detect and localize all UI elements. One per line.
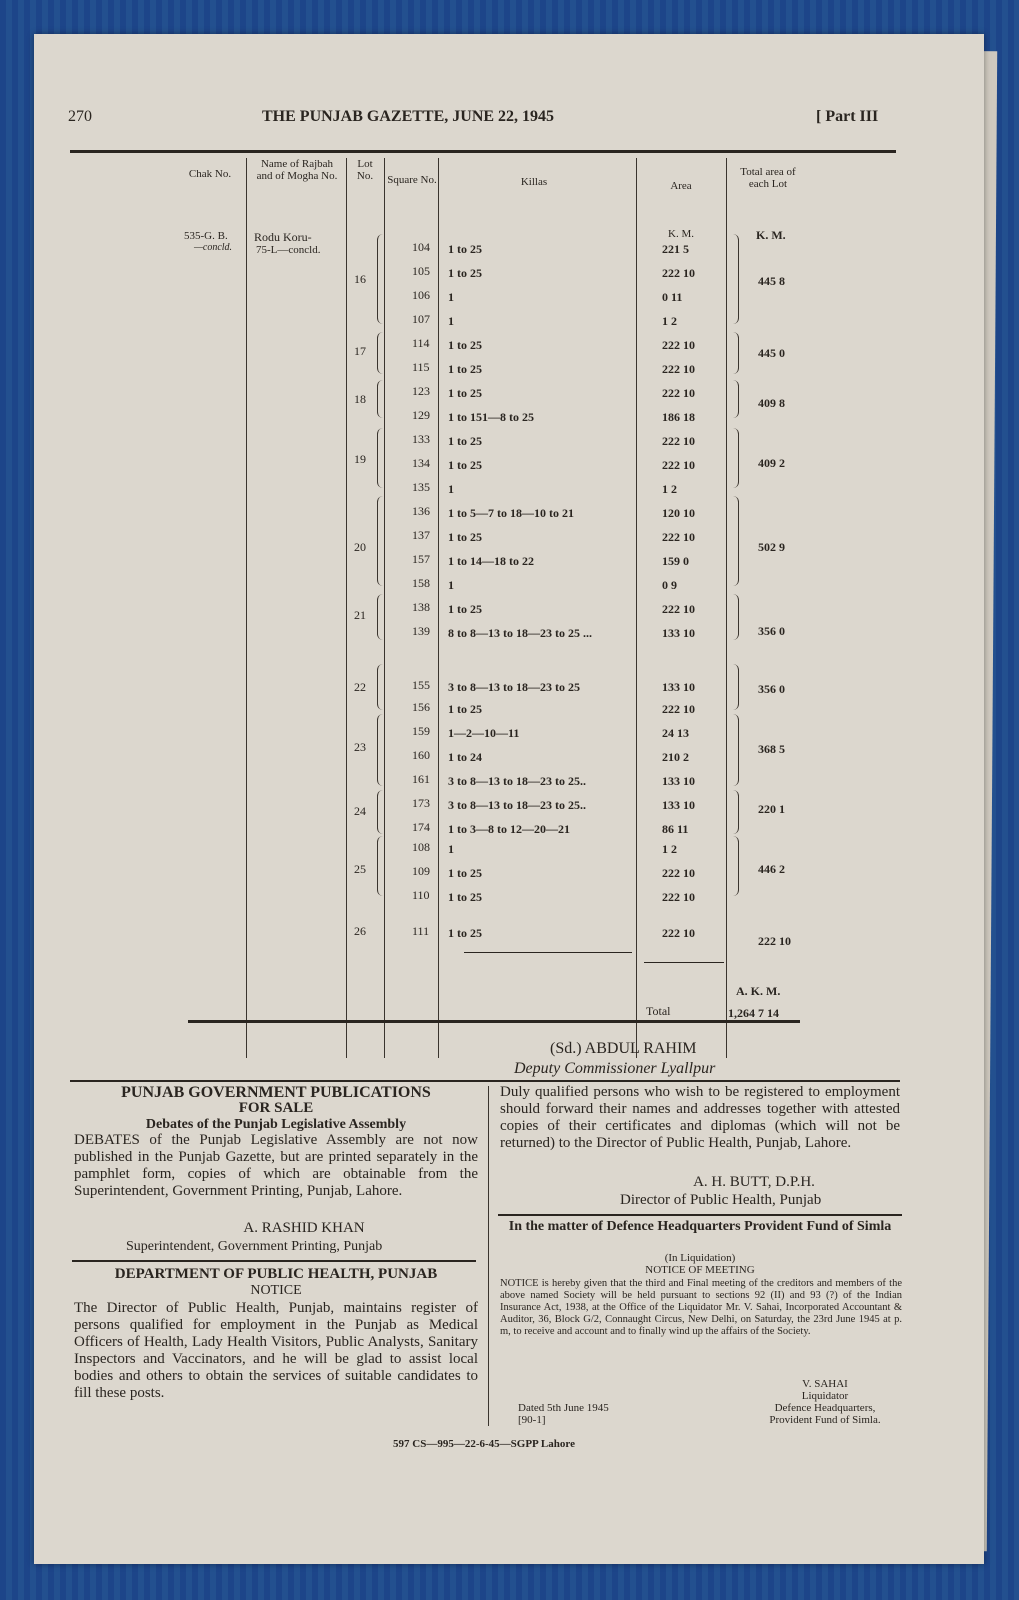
area-cell: 222 10 xyxy=(662,890,695,904)
lot-brace xyxy=(377,234,384,324)
square-cell: 158 xyxy=(412,576,430,590)
area-cell: 133 10 xyxy=(662,774,695,788)
lot-total: 368 5 xyxy=(758,742,785,756)
lot-number: 26 xyxy=(354,924,366,938)
column-divider xyxy=(488,1086,489,1426)
fund-notice: NOTICE OF MEETING xyxy=(645,1264,755,1276)
gazette-page xyxy=(34,34,984,1564)
square-cell: 139 xyxy=(412,624,430,638)
publications-subtitle: FOR SALE xyxy=(238,1100,314,1116)
lot-brace xyxy=(377,714,384,786)
area-cell: 86 11 xyxy=(662,822,689,836)
rajbah-value-2: 75-L—concld. xyxy=(256,244,321,256)
col-square: Square No. xyxy=(387,174,437,186)
lot-number: 23 xyxy=(354,740,366,754)
rajbah-value: Rodu Koru- xyxy=(254,230,312,244)
killas-cell: 1 to 24 xyxy=(448,750,482,764)
grand-total: 1,264 7 14 xyxy=(728,1006,779,1020)
right-rule xyxy=(498,1214,902,1216)
area-cell: 133 10 xyxy=(662,626,695,640)
lot-number: 18 xyxy=(354,392,366,406)
killas-cell: 3 to 8—13 to 18—23 to 25 xyxy=(448,680,580,694)
square-cell: 134 xyxy=(412,456,430,470)
col-total-area: Total area of each Lot xyxy=(740,166,796,190)
total-brace xyxy=(732,332,739,374)
area-cell: 222 10 xyxy=(662,458,695,472)
total-brace xyxy=(732,664,739,710)
area-cell: 0 11 xyxy=(662,290,683,304)
square-cell: 174 xyxy=(412,820,430,834)
fund-dated: Dated 5th June 1945 xyxy=(518,1402,609,1414)
square-cell: 106 xyxy=(412,288,430,302)
killas-cell: 1 to 25 xyxy=(448,866,482,880)
lot-brace xyxy=(377,664,384,710)
debates-heading: Debates of the Punjab Legislative Assembly xyxy=(145,1117,407,1132)
area-cell: 222 10 xyxy=(662,866,695,880)
killas-cell: 1 to 25 xyxy=(448,338,482,352)
square-cell: 138 xyxy=(412,600,430,614)
area-cell: 120 10 xyxy=(662,506,695,520)
total-brace xyxy=(732,428,739,488)
lot-total: 502 9 xyxy=(758,540,785,554)
col-lot: Lot No. xyxy=(356,158,374,182)
killas-cell: 3 to 8—13 to 18—23 to 25.. xyxy=(448,774,586,788)
lot-number: 17 xyxy=(354,344,366,358)
total-brace xyxy=(732,496,739,586)
lot-total: 446 2 xyxy=(758,862,785,876)
killas-cell: 1 to 25 xyxy=(448,362,482,376)
lot-brace xyxy=(377,836,384,896)
total-units: K. M. xyxy=(756,228,786,242)
signature-name: (Sd.) ABDUL RAHIM xyxy=(550,1040,697,1057)
killas-cell: 1 to 25 xyxy=(448,434,482,448)
square-cell: 109 xyxy=(412,864,430,878)
killas-cell: 1 xyxy=(448,314,454,328)
killas-cell: 1 to 25 xyxy=(448,702,482,716)
area-cell: 1 2 xyxy=(662,482,677,496)
area-cell: 221 5 xyxy=(662,242,689,256)
lot-brace xyxy=(377,380,384,418)
killas-cell: 1 to 25 xyxy=(448,926,482,940)
killas-cell: 1 to 25 xyxy=(448,458,482,472)
square-cell: 123 xyxy=(412,384,430,398)
killas-cell: 1 to 151—8 to 25 xyxy=(448,410,534,424)
publications-title: PUNJAB GOVERNMENT PUBLICATIONS xyxy=(121,1084,431,1101)
area-cell: 0 9 xyxy=(662,578,677,592)
signature-designation: Deputy Commissioner Lyallpur xyxy=(514,1060,716,1077)
area-cell: 1 2 xyxy=(662,842,677,856)
fund-body: NOTICE is hereby given that the third and Final meeting of the creditors and members of the above named Society will be held pursuant to sections 92 (II) and 93 (?) of the Indian Insurance Act, 1938, at the Office of the Liquidator Mr. V. Sahai, Incorporated Accountant & Auditor, 36, Block G/2, Connaught Circus, New Delhi, on Saturday, the 23rd June 1945 at p. m, to receive and account and to finally wind up the affairs of the Society. xyxy=(500,1278,902,1337)
grand-units: A. K. M. xyxy=(736,984,781,998)
lot-total: 445 8 xyxy=(758,274,785,288)
killas-cell: 1 to 25 xyxy=(448,530,482,544)
killas-cell: 1 xyxy=(448,578,454,592)
killas-cell: 1 to 3—8 to 12—20—21 xyxy=(448,822,570,836)
dph-name: A. H. BUTT, D.P.H. xyxy=(693,1174,815,1190)
killas-cell: 1 xyxy=(448,842,454,856)
total-brace xyxy=(732,594,739,640)
area-cell: 133 10 xyxy=(662,680,695,694)
col-divider xyxy=(384,158,385,1058)
total-label: Total xyxy=(646,1004,671,1018)
dph-designation: Director of Public Health, Punjab xyxy=(620,1192,822,1208)
area-cell: 222 10 xyxy=(662,926,695,940)
area-units: K. M. xyxy=(668,228,694,240)
lot-total: 409 2 xyxy=(758,456,785,470)
killas-cell: 8 to 8—13 to 18—23 to 25 ... xyxy=(448,626,592,640)
total-brace xyxy=(732,234,739,324)
area-cell: 222 10 xyxy=(662,338,695,352)
lot-total: 409 8 xyxy=(758,396,785,410)
superintendent-designation: Superintendent, Government Printing, Punjab xyxy=(126,1239,383,1254)
col-area: Area xyxy=(670,180,692,192)
lot-brace xyxy=(377,790,384,834)
square-cell: 156 xyxy=(412,700,430,714)
killas-cell: 1 to 5—7 to 18—10 to 21 xyxy=(448,506,574,520)
lot-total: 220 1 xyxy=(758,802,785,816)
square-cell: 137 xyxy=(412,528,430,542)
debates-body: DEBATES of the Punjab Legislative Assembly are not now published in the Punjab Gazette, but are printed separately in the pamphlet form, copies of which are obtainable from the Superintendent, Government Printing, Punjab, Lahore. xyxy=(74,1132,478,1199)
fund-ref: [90-1] xyxy=(518,1414,546,1426)
total-brace xyxy=(732,836,739,896)
killas-cell: 1 to 25 xyxy=(448,602,482,616)
total-brace xyxy=(732,380,739,418)
dept-notice: NOTICE xyxy=(250,1283,302,1298)
square-cell: 161 xyxy=(412,772,430,786)
col-chak: Chak No. xyxy=(188,168,232,180)
fund-sign-role: Liquidator xyxy=(801,1390,849,1402)
superintendent-name: A. RASHID KHAN xyxy=(243,1220,365,1236)
area-cell: 222 10 xyxy=(662,386,695,400)
lot-number: 16 xyxy=(354,272,366,286)
square-cell: 104 xyxy=(412,240,430,254)
fund-sign-org2: Provident Fund of Simla. xyxy=(769,1414,881,1426)
killas-cell: 1 xyxy=(448,482,454,496)
area-cell: 186 18 xyxy=(662,410,695,424)
square-cell: 135 xyxy=(412,480,430,494)
header-rule xyxy=(70,150,896,153)
col-killas: Killas xyxy=(520,176,548,188)
area-cell: 1 2 xyxy=(662,314,677,328)
lot-number: 22 xyxy=(354,680,366,694)
killas-cell: 1 to 25 xyxy=(448,386,482,400)
col-divider xyxy=(726,158,727,1058)
killas-cell: 1 to 25 xyxy=(448,242,482,256)
killas-cell: 1 to 25 xyxy=(448,266,482,280)
killas-cell: 1 to 25 xyxy=(448,890,482,904)
square-cell: 129 xyxy=(412,408,430,422)
square-cell: 111 xyxy=(412,924,430,938)
square-cell: 115 xyxy=(412,360,430,374)
section-rule xyxy=(70,1080,900,1082)
square-cell: 133 xyxy=(412,432,430,446)
dept-body: The Director of Public Health, Punjab, maintains register of persons qualified for employment in the Punjab as Medical Officers of Health, Lady Health Visitors, Public Analysts, Sanitary Inspectors and Vaccinators, and he will be glad to assist local bodies and others to obtain the services of suitable candidates to fill these posts. xyxy=(74,1300,478,1401)
square-cell: 173 xyxy=(412,796,430,810)
area-cell: 159 0 xyxy=(662,554,689,568)
print-footer: 597 CS—995—22-6-45—SGPP Lahore xyxy=(393,1438,575,1450)
killas-cell: 1 to 14—18 to 22 xyxy=(448,554,534,568)
square-cell: 157 xyxy=(412,552,430,566)
square-cell: 160 xyxy=(412,748,430,762)
area-cell: 222 10 xyxy=(662,434,695,448)
col-divider xyxy=(438,158,439,1058)
chak-value: 535-G. B. xyxy=(184,230,228,242)
area-cell: 133 10 xyxy=(662,798,695,812)
lot-brace xyxy=(377,428,384,488)
area-cell: 222 10 xyxy=(662,266,695,280)
lot-number: 24 xyxy=(354,804,366,818)
fund-title: In the matter of Defence Headquarters Provident Fund of Simla xyxy=(508,1219,892,1234)
total-brace xyxy=(732,790,739,834)
area-cell: 24 13 xyxy=(662,726,689,740)
square-cell: 108 xyxy=(412,840,430,854)
lot-number: 21 xyxy=(354,608,366,622)
area-cell: 222 10 xyxy=(662,362,695,376)
col-divider xyxy=(346,158,347,1058)
lot-total: 222 10 xyxy=(758,934,791,948)
square-cell: 114 xyxy=(412,336,430,350)
lot-brace xyxy=(377,496,384,586)
square-cell: 159 xyxy=(412,724,430,738)
area-cell: 210 2 xyxy=(662,750,689,764)
square-cell: 105 xyxy=(412,264,430,278)
page-title: THE PUNJAB GAZETTE, JUNE 22, 1945 xyxy=(262,108,555,125)
part-label: [ Part III xyxy=(816,108,879,125)
col-rajbah: Name of Rajbah and of Mogha No. xyxy=(256,158,338,182)
fund-liquidation: (In Liquidation) xyxy=(664,1252,736,1264)
lot-number: 19 xyxy=(354,452,366,466)
lot-number: 25 xyxy=(354,862,366,876)
chak-concld: —concld. xyxy=(194,242,233,253)
area-cell: 222 10 xyxy=(662,702,695,716)
killas-cell: 3 to 8—13 to 18—23 to 25.. xyxy=(448,798,586,812)
square-cell: 110 xyxy=(412,888,430,902)
killas-end-rule xyxy=(464,952,632,953)
square-cell: 155 xyxy=(412,678,430,692)
left-rule xyxy=(72,1260,476,1262)
dept-title: DEPARTMENT OF PUBLIC HEALTH, PUNJAB xyxy=(114,1266,438,1282)
col-divider xyxy=(246,158,247,1058)
lot-brace xyxy=(377,332,384,374)
area-cell: 222 10 xyxy=(662,602,695,616)
area-end-rule xyxy=(644,962,724,963)
total-brace xyxy=(732,714,739,786)
killas-cell: 1 xyxy=(448,290,454,304)
square-cell: 136 xyxy=(412,504,430,518)
area-cell: 222 10 xyxy=(662,530,695,544)
col-divider xyxy=(636,158,637,1058)
killas-cell: 1—2—10—11 xyxy=(448,726,520,740)
lot-total: 445 0 xyxy=(758,346,785,360)
square-cell: 107 xyxy=(412,312,430,326)
fund-sign-name: V. SAHAI xyxy=(802,1378,848,1390)
fund-sign-org: Defence Headquarters, xyxy=(774,1402,876,1414)
lot-brace xyxy=(377,594,384,640)
lot-number: 20 xyxy=(354,540,366,554)
page-number: 270 xyxy=(68,108,92,125)
dph-body: Duly qualified persons who wish to be registered to employment should forward their names and addresses together with attested copies of their certificates and diplomas (which will not be returned) to the Director of Public Health, Punjab, Lahore. xyxy=(500,1084,900,1151)
lot-total: 356 0 xyxy=(758,682,785,696)
lot-total: 356 0 xyxy=(758,624,785,638)
table-bottom-rule xyxy=(188,1020,800,1023)
